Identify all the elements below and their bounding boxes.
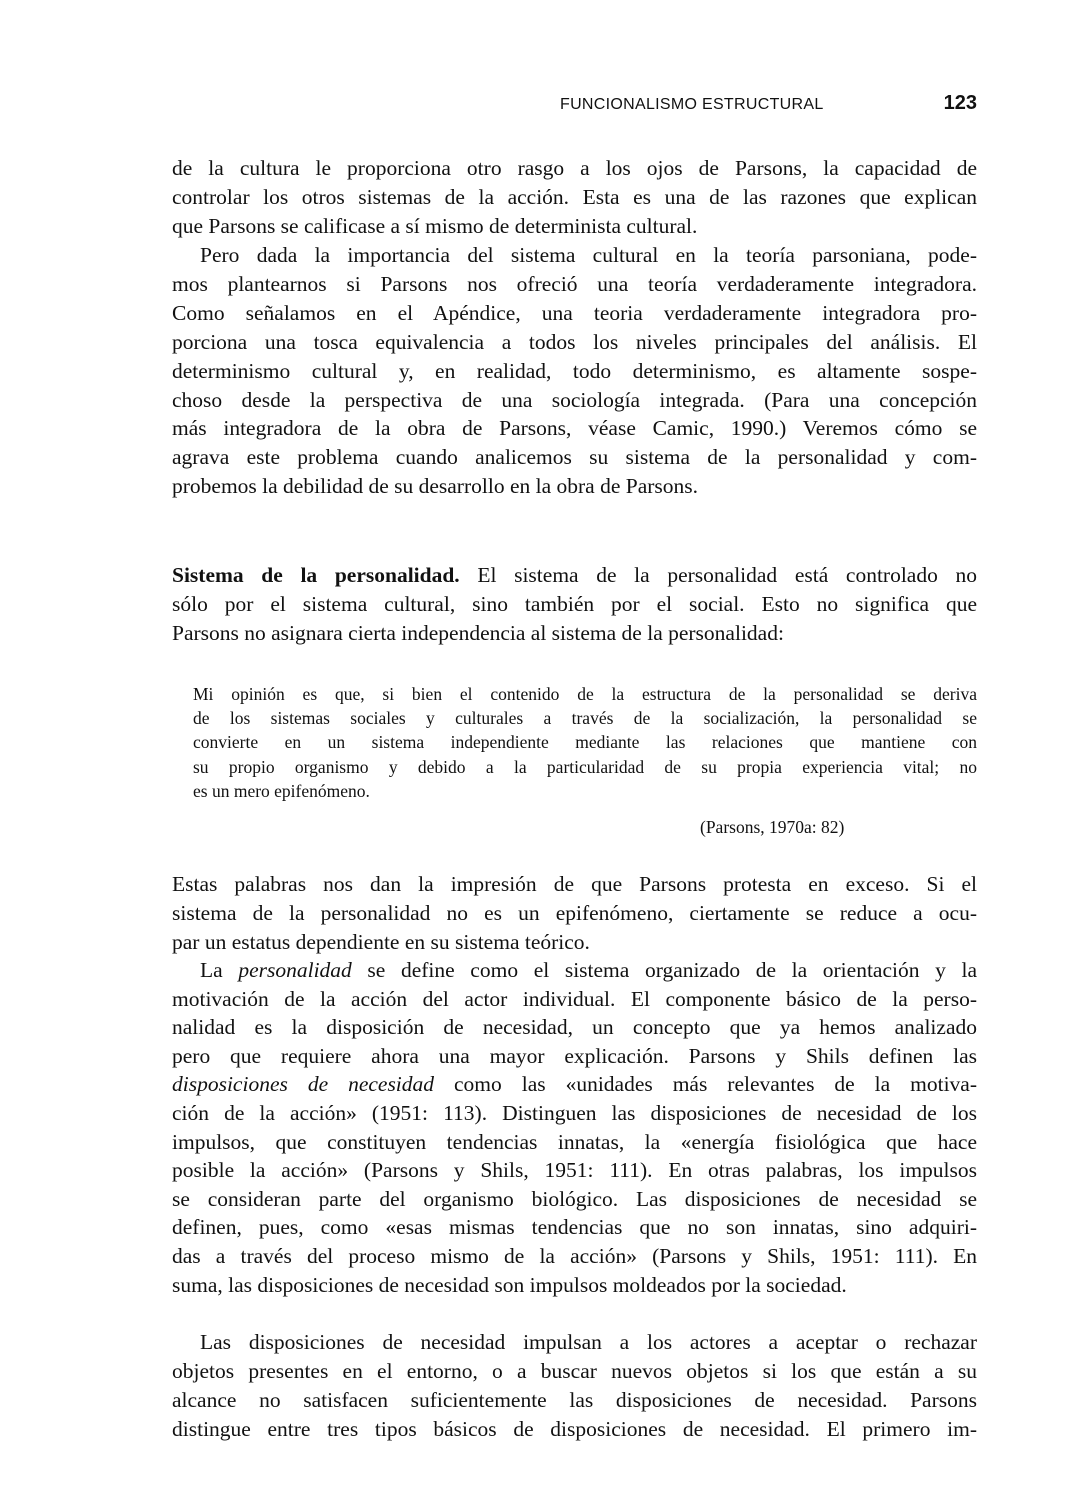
text-line: impulsos, que constituyen tendencias innatas, la «energía fisiológica que hace: [172, 1129, 977, 1154]
text-line: posible la acción» (Parsons y Shils, 1951: 111). En otras palabras, los impulsos: [172, 1158, 977, 1183]
text-run: La: [200, 958, 239, 982]
text-line: objetos presentes en el entorno, o a buscar nuevos objetos si los que están a su: [172, 1359, 977, 1383]
text-line: sólo por el sistema cultural, sino también por el social. Esto no significa que: [172, 592, 977, 616]
text-line: agrava este problema cuando analicemos su sistema de la personalidad y com-: [172, 445, 977, 470]
text-line: es un mero epifenómeno.: [193, 780, 370, 801]
text-line: Estas palabras nos dan la impresión de que Parsons protesta en exceso. Si el: [172, 872, 977, 896]
text-line: [172, 1072, 977, 1097]
text-line: distingue entre tres tipos básicos de disposiciones de necesidad. El primero im-: [172, 1417, 977, 1441]
text-line: [200, 958, 977, 983]
text-line: definen, pues, como «esas mismas tendencias que no son innatas, sino adquiri-: [172, 1215, 977, 1240]
text-line: probemos la debilidad de su desarrollo en la obra de Parsons.: [172, 474, 699, 499]
text-line: choso desde la perspectiva de una sociología integrada. (Para una concepción: [172, 387, 977, 412]
text-line: par un estatus dependiente en su sistema teórico.: [172, 929, 590, 954]
text-line: das a través del proceso mismo de la acción» (Parsons y Shils, 1951: 111). En: [172, 1244, 977, 1268]
text-line: ción de la acción» (1951: 113). Distinguen las disposiciones de necesidad de los: [172, 1101, 977, 1125]
text-run: como las «unidades más relevantes de la motiva-: [434, 1072, 977, 1097]
text-line: suma, las disposiciones de necesidad son impulsos moldeados por la sociedad.: [172, 1272, 847, 1297]
page-number: 123: [943, 92, 977, 114]
text-line: nalidad es la disposición de necesidad, un concepto que ya hemos analizado: [172, 1015, 977, 1040]
text-line: determinismo cultural y, en realidad, todo determinismo, es altamente sospe-: [172, 358, 977, 383]
text-run: El sistema de la personalidad está controlado no: [459, 563, 977, 587]
emphasis-term: personalidad: [238, 958, 352, 982]
text-line: (Parsons, 1970a: 82): [700, 817, 845, 837]
section-heading: Sistema de la personalidad.: [172, 563, 460, 587]
text-line: Mi opinión es que, si bien el contenido de la estructura de la personalidad se deriva: [193, 684, 977, 704]
text-line: porciona una tosca equivalencia a todos los niveles principales del análisis. El: [172, 329, 977, 354]
running-header-title: FUNCIONALISMO ESTRUCTURAL: [560, 96, 824, 113]
text-line: de los sistemas sociales y culturales a través de la socialización, la personalidad se: [193, 708, 977, 729]
text-run: se define como el sistema organizado de la orientación y la: [351, 958, 977, 982]
text-line: su propio organismo y debido a la particularidad de su propia experiencia vital; no: [193, 756, 977, 777]
text-line: controlar los otros sistemas de la acción. Esta es una de las razones que explican: [172, 185, 977, 209]
text-line: pero que requiere ahora una mayor explicación. Parsons y Shils definen las: [172, 1043, 977, 1068]
text-line: que Parsons se calificase a sí mismo de determinista cultural.: [172, 214, 698, 238]
text-line: sistema de la personalidad no es un epifenómeno, ciertamente se reduce a ocu-: [172, 900, 977, 925]
text-line: se consideran parte del organismo biológico. Las disposiciones de necesidad se: [172, 1186, 977, 1211]
text-line: más integradora de la obra de Parsons, véase Camic, 1990.) Veremos cómo se: [172, 416, 977, 441]
emphasis-term: disposiciones de necesidad: [172, 1072, 435, 1097]
text-line: Pero dada la importancia del sistema cultural en la teoría parsoniana, pode-: [200, 243, 977, 267]
text-line: [172, 563, 977, 588]
text-line: Como señalamos en el Apéndice, una teoria verdaderamente integradora pro-: [172, 300, 977, 325]
text-line: alcance no satisfacen suficientemente las disposiciones de necesidad. Parsons: [172, 1388, 977, 1412]
text-line: mos plantearnos si Parsons nos ofreció una teoría verdaderamente integradora.: [172, 271, 977, 296]
text-line: Parsons no asignara cierta independencia al sistema de la personalidad:: [172, 621, 784, 645]
text-line: convierte en un sistema independiente mediante las relaciones que mantiene con: [193, 732, 977, 753]
text-line: de la cultura le proporciona otro rasgo a los ojos de Parsons, la capacidad de: [172, 156, 977, 180]
text-line: motivación de la acción del actor individual. El componente básico de la perso-: [172, 986, 977, 1011]
text-line: Las disposiciones de necesidad impulsan a los actores a aceptar o rechazar: [200, 1330, 977, 1354]
running-header: [560, 92, 977, 115]
